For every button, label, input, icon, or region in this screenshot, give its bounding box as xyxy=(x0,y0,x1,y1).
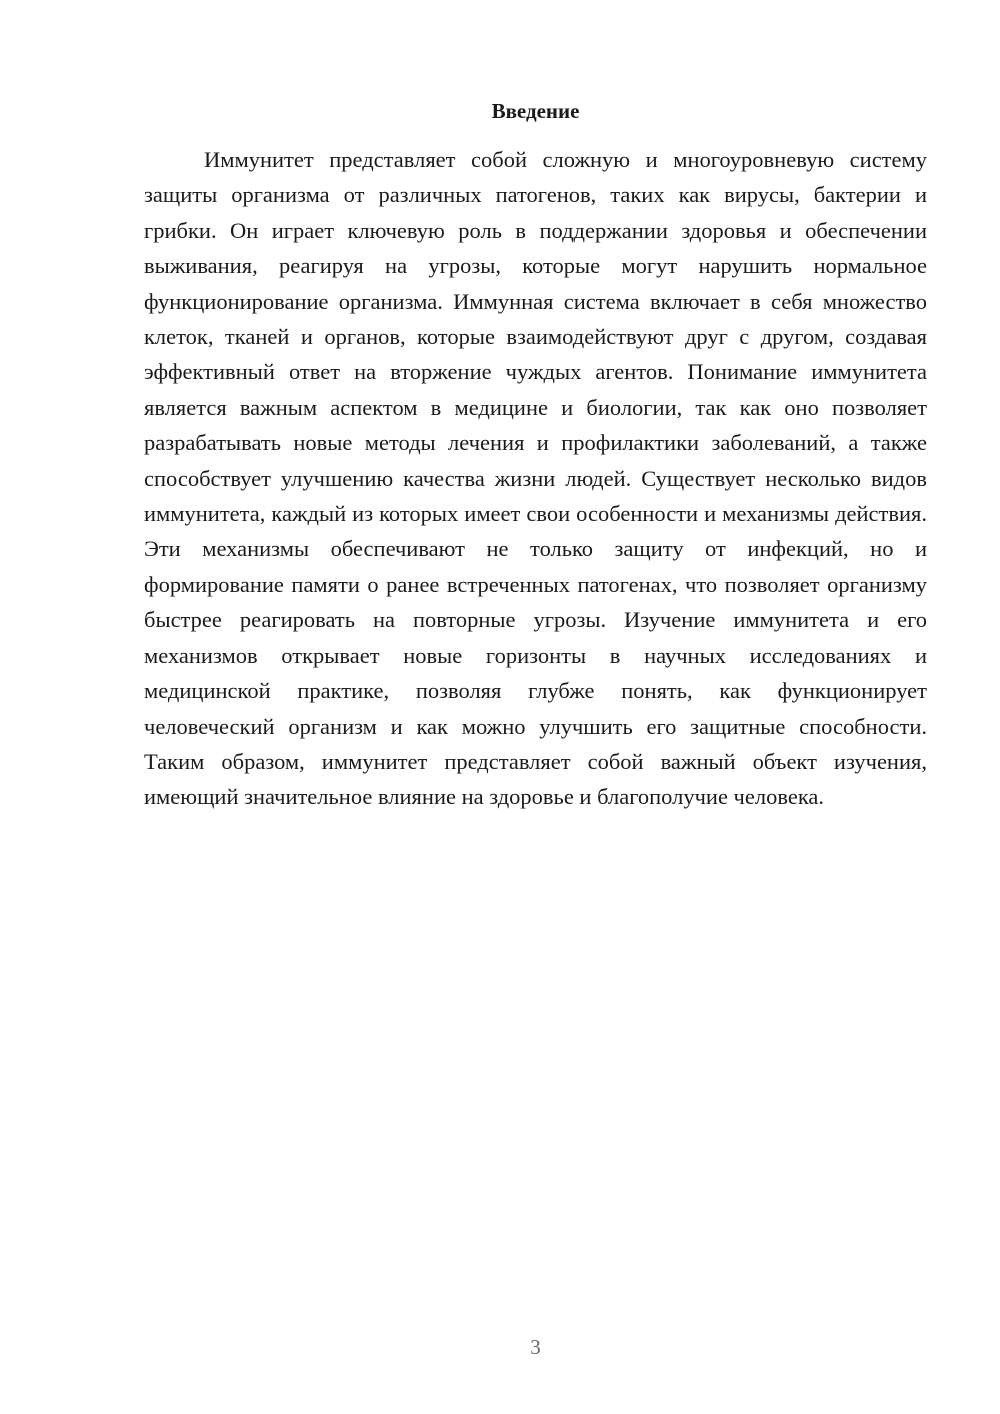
intro-paragraph: Иммунитет представляет собой сложную и многоуровневую систему защиты организма от различных патогенов, таких как вирусы, бактерии и грибки. Он играет ключевую роль в поддержании здоровья и обеспечении выживания, реагируя на угрозы, которые могут нарушить нормальное функционирование организма. Иммунная система включает в себя множество клеток, тканей и органов, которые взаимодействуют друг с другом, создавая эффективный ответ на вторжение чуждых агентов. Понимание иммунитета является важным аспектом в медицине и биологии, так как оно позволяет разрабатывать новые методы лечения и профилактики заболеваний, а также способствует улучшению качества жизни людей. Существует несколько видов иммунитета, каждый из которых имеет свои особенности и механизмы действия. Эти механизмы обеспечивают не только защиту от инфекций, но и формирование памяти о ранее встреченных патогенах, что позволяет организму быстрее реагировать на повторные угрозы. Изучение иммунитета и его механизмов открывает новые горизонты в научных исследованиях и медицинской практике, позволяя глубже понять, как функционирует человеческий организм и как можно улучшить его защитные способности. Таким образом, иммунитет представляет собой важный объект изучения, имеющий значительное влияние на здоровье и благополучие человека. xyxy=(144,147,927,810)
body-text xyxy=(144,142,927,815)
section-heading: Введение xyxy=(491,99,580,123)
page-number: 3 xyxy=(530,1335,541,1359)
